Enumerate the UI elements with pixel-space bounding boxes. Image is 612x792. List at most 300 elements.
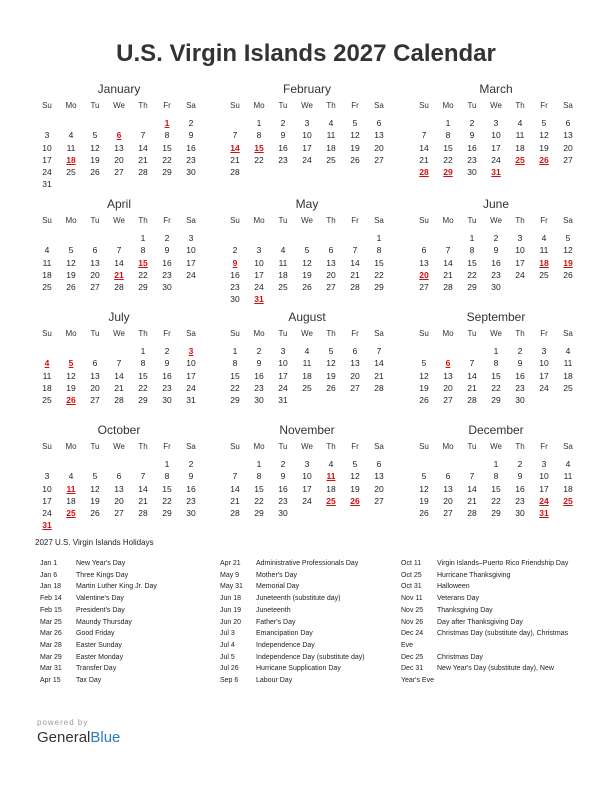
empty-cell	[460, 458, 484, 470]
holiday-name: Veterans Day	[437, 595, 480, 603]
holiday-date: Jun 20	[220, 618, 242, 626]
holiday-day: 25	[563, 495, 573, 506]
day-cell: 11	[42, 370, 52, 381]
day-cell: 6	[445, 471, 451, 482]
day-cell: 16	[230, 269, 240, 280]
weekday-header	[223, 98, 391, 114]
day-cell: 12	[419, 483, 429, 494]
day-cell: 24	[515, 269, 525, 280]
holiday-column	[40, 558, 215, 687]
holiday-day: 11	[326, 471, 336, 482]
day-cell: 28	[230, 508, 240, 519]
day-cell: 18	[563, 370, 573, 381]
day-cell: 24	[302, 154, 312, 165]
holiday-date: Jan 1	[40, 560, 58, 567]
day-cell: 9	[164, 358, 170, 369]
weekday-label: Sa	[563, 216, 573, 225]
day-cell: 11	[302, 358, 312, 369]
weekday-label: We	[301, 101, 313, 110]
day-cell: 2	[493, 233, 499, 243]
weekday-label: Tu	[278, 442, 288, 451]
day-cell: 26	[302, 282, 312, 293]
day-cell: 1	[140, 346, 146, 356]
day-cell: 26	[563, 269, 573, 280]
weekday-label: Fr	[351, 216, 359, 225]
day-cell: 9	[280, 471, 286, 482]
day-cell: 22	[138, 382, 148, 393]
holiday-item	[220, 652, 395, 664]
day-cell: 18	[66, 495, 76, 506]
day-cell: 8	[232, 358, 238, 369]
day-cell: 27	[443, 508, 453, 519]
empty-cell	[59, 232, 83, 244]
holiday-item	[220, 640, 395, 652]
weekday-label: Th	[515, 329, 525, 338]
day-cell: 17	[186, 257, 196, 268]
day-cell: 23	[230, 282, 240, 293]
empty-cell	[412, 458, 436, 470]
day-cell: 9	[280, 130, 286, 141]
day-grid	[223, 117, 391, 178]
day-cell: 14	[138, 483, 148, 494]
month-march	[412, 80, 580, 178]
day-cell: 10	[539, 358, 549, 369]
weekday-label: Th	[326, 329, 336, 338]
day-cell: 27	[374, 154, 384, 165]
weekday-label: Mo	[65, 329, 77, 338]
holiday-name: Father's Day	[256, 618, 296, 626]
weekday-label: Th	[138, 442, 148, 451]
day-cell: 15	[230, 370, 240, 381]
day-cell: 25	[539, 269, 549, 280]
weekday-label: Fr	[351, 101, 359, 110]
weekday-header	[35, 213, 203, 229]
holiday-date: Jan 18	[40, 583, 62, 591]
holiday-date: Oct 25	[401, 571, 422, 579]
weekday-label: We	[301, 442, 313, 451]
weekday-header	[412, 439, 580, 455]
weekday-label: Mo	[442, 442, 454, 451]
day-cell: 7	[116, 245, 122, 256]
weekday-label: Tu	[467, 216, 477, 225]
day-cell: 8	[140, 358, 146, 369]
day-cell: 11	[563, 358, 573, 369]
day-cell: 22	[230, 382, 240, 393]
day-cell: 7	[140, 471, 146, 482]
weekday-label: Mo	[253, 101, 265, 110]
month-november	[223, 421, 391, 519]
day-cell: 30	[515, 508, 525, 519]
holiday-item	[40, 663, 215, 675]
day-cell: 4	[328, 118, 334, 128]
holiday-item	[40, 605, 215, 617]
day-cell: 21	[138, 154, 148, 165]
day-cell: 7	[232, 130, 238, 141]
day-grid	[223, 232, 391, 306]
day-cell: 23	[278, 495, 288, 506]
holiday-name: Hurricane Supplication Day	[256, 665, 341, 673]
day-cell: 19	[90, 154, 100, 165]
month-january	[35, 80, 203, 191]
weekday-label: Fr	[351, 442, 359, 451]
day-cell: 24	[302, 495, 312, 506]
day-cell: 21	[230, 154, 240, 165]
day-cell: 3	[280, 346, 286, 356]
day-cell: 17	[254, 269, 264, 280]
day-cell: 18	[42, 382, 52, 393]
day-cell: 11	[563, 471, 573, 482]
day-cell: 16	[186, 483, 196, 494]
day-cell: 12	[90, 142, 100, 153]
weekday-label: Fr	[163, 216, 171, 225]
day-cell: 27	[90, 395, 100, 406]
empty-cell	[295, 232, 319, 244]
day-cell: 2	[517, 459, 523, 469]
day-cell: 30	[515, 395, 525, 406]
day-cell: 1	[493, 346, 499, 356]
day-cell: 27	[443, 395, 453, 406]
holiday-item	[40, 628, 215, 640]
weekday-label: Mo	[253, 329, 265, 338]
weekday-label: Mo	[65, 442, 77, 451]
weekday-label: Fr	[540, 442, 548, 451]
holiday-day: 4	[44, 358, 50, 369]
day-cell: 13	[563, 130, 573, 141]
day-cell: 29	[374, 282, 384, 293]
weekday-label: Sa	[374, 442, 384, 451]
day-cell: 1	[164, 459, 170, 469]
weekday-label: Sa	[374, 216, 384, 225]
day-cell: 18	[302, 370, 312, 381]
day-cell: 21	[230, 495, 240, 506]
day-cell: 15	[162, 483, 172, 494]
day-cell: 8	[469, 245, 475, 256]
day-cell: 5	[421, 358, 427, 369]
day-cell: 5	[92, 471, 98, 482]
day-cell: 14	[230, 483, 240, 494]
holiday-day: 25	[66, 508, 76, 519]
holiday-name: Three Kings Day	[76, 571, 129, 579]
day-grid	[223, 458, 391, 519]
holiday-item	[40, 570, 215, 582]
day-cell: 17	[186, 370, 196, 381]
empty-cell	[35, 232, 59, 244]
empty-cell	[35, 458, 59, 470]
day-cell: 5	[352, 118, 358, 128]
weekday-label: Su	[42, 216, 52, 225]
day-cell: 27	[374, 495, 384, 506]
weekday-label: Th	[326, 216, 336, 225]
day-cell: 8	[376, 245, 382, 256]
day-cell: 13	[443, 370, 453, 381]
day-cell: 13	[443, 483, 453, 494]
holiday-date: Mar 29	[40, 653, 62, 661]
day-cell: 2	[164, 233, 170, 243]
day-cell: 24	[42, 508, 52, 519]
day-cell: 19	[539, 142, 549, 153]
holiday-date: May 31	[220, 583, 243, 591]
holiday-name: New Year's Day (substitute day), New Year's Eve	[401, 665, 554, 685]
holiday-item	[401, 558, 573, 570]
day-cell: 12	[90, 483, 100, 494]
weekday-header	[412, 98, 580, 114]
day-cell: 11	[278, 257, 288, 268]
weekday-label: Th	[138, 216, 148, 225]
day-cell: 26	[90, 167, 100, 178]
month-may	[223, 195, 391, 306]
day-cell: 22	[443, 154, 453, 165]
day-grid	[35, 232, 203, 293]
day-cell: 4	[68, 471, 74, 482]
holiday-name: Maundy Thursday	[76, 618, 132, 626]
day-cell: 2	[188, 118, 194, 128]
empty-cell	[436, 458, 460, 470]
holiday-day: 26	[350, 495, 360, 506]
day-cell: 20	[326, 269, 336, 280]
day-cell: 1	[140, 233, 146, 243]
empty-cell	[247, 232, 271, 244]
day-cell: 9	[256, 358, 262, 369]
holiday-day: 29	[443, 167, 453, 178]
holiday-date: Jul 26	[220, 665, 239, 673]
weekday-label: Tu	[278, 216, 288, 225]
holiday-item	[40, 640, 215, 652]
day-cell: 29	[230, 395, 240, 406]
day-cell: 10	[254, 257, 264, 268]
holiday-date: Feb 15	[40, 606, 62, 614]
day-cell: 16	[467, 142, 477, 153]
day-cell: 15	[491, 483, 501, 494]
empty-cell	[271, 232, 295, 244]
holiday-item	[40, 652, 215, 664]
day-cell: 29	[162, 167, 172, 178]
holiday-name: Easter Sunday	[76, 641, 122, 649]
weekday-label: Tu	[467, 101, 477, 110]
day-cell: 12	[539, 130, 549, 141]
day-cell: 7	[116, 358, 122, 369]
day-cell: 10	[491, 130, 501, 141]
holiday-item	[401, 652, 573, 664]
weekday-label: Su	[230, 442, 240, 451]
day-cell: 11	[326, 130, 336, 141]
day-cell: 25	[302, 382, 312, 393]
day-cell: 5	[68, 245, 74, 256]
weekday-label: Mo	[442, 101, 454, 110]
day-cell: 21	[350, 269, 360, 280]
day-cell: 23	[467, 154, 477, 165]
day-cell: 4	[68, 130, 74, 141]
day-cell: 20	[374, 483, 384, 494]
day-cell: 20	[90, 269, 100, 280]
empty-cell	[83, 117, 107, 129]
empty-cell	[107, 232, 131, 244]
day-cell: 1	[376, 233, 382, 243]
holiday-day: 3	[188, 346, 194, 356]
holiday-name: Easter Monday	[76, 653, 124, 661]
day-cell: 10	[515, 245, 525, 256]
generalblue-logo[interactable]: GeneralBlue	[37, 729, 121, 746]
weekday-header	[223, 326, 391, 342]
month-name: March	[479, 82, 513, 96]
month-name: April	[106, 197, 131, 211]
weekday-label: We	[301, 329, 313, 338]
empty-cell	[83, 232, 107, 244]
holiday-item	[40, 593, 215, 605]
day-cell: 9	[469, 130, 475, 141]
day-cell: 28	[350, 282, 360, 293]
day-cell: 3	[256, 245, 262, 256]
day-cell: 25	[42, 282, 52, 293]
day-cell: 18	[278, 269, 288, 280]
weekday-label: Tu	[467, 329, 477, 338]
weekday-label: Mo	[253, 216, 265, 225]
empty-cell	[131, 458, 155, 470]
holiday-item	[401, 663, 573, 686]
holiday-item	[401, 617, 573, 629]
holiday-date: Apr 15	[40, 677, 61, 685]
holiday-name: New Year's Day	[76, 560, 126, 567]
day-cell: 9	[517, 358, 523, 369]
day-cell: 10	[42, 142, 52, 153]
month-name: February	[282, 82, 332, 96]
day-cell: 8	[493, 471, 499, 482]
month-name: September	[466, 310, 526, 324]
holiday-day: 14	[230, 142, 240, 153]
day-cell: 17	[278, 370, 288, 381]
holiday-date: Feb 14	[40, 595, 62, 603]
holiday-date: Jul 4	[220, 641, 235, 649]
day-cell: 6	[92, 245, 98, 256]
day-cell: 4	[517, 118, 523, 128]
day-cell: 3	[188, 233, 194, 243]
day-cell: 19	[350, 142, 360, 153]
holiday-item	[220, 593, 395, 605]
day-cell: 27	[114, 508, 124, 519]
weekday-label: Su	[42, 442, 52, 451]
holiday-day: 31	[539, 508, 549, 519]
empty-cell	[412, 117, 436, 129]
powered-by-text: powered by	[37, 718, 89, 727]
day-cell: 13	[90, 370, 100, 381]
day-cell: 19	[350, 483, 360, 494]
weekday-label: Sa	[186, 442, 196, 451]
day-cell: 9	[164, 245, 170, 256]
holidays-title: 2027 U.S. Virgin Islands Holidays	[35, 538, 154, 547]
day-cell: 27	[114, 167, 124, 178]
empty-cell	[436, 232, 460, 244]
day-cell: 19	[66, 269, 76, 280]
day-cell: 5	[541, 118, 547, 128]
day-cell: 9	[188, 130, 194, 141]
weekday-label: Tu	[90, 329, 100, 338]
weekday-label: Su	[419, 442, 429, 451]
day-cell: 9	[493, 245, 499, 256]
calendar-grid	[35, 80, 580, 540]
holiday-day: 9	[232, 257, 238, 268]
day-cell: 23	[515, 382, 525, 393]
day-cell: 1	[493, 459, 499, 469]
day-cell: 22	[254, 495, 264, 506]
day-cell: 23	[186, 495, 196, 506]
empty-cell	[107, 117, 131, 129]
page-title: U.S. Virgin Islands 2027 Calendar	[116, 40, 496, 67]
day-cell: 20	[90, 382, 100, 393]
day-cell: 23	[491, 269, 501, 280]
day-cell: 4	[44, 245, 50, 256]
weekday-label: Tu	[278, 329, 288, 338]
weekday-label: Su	[419, 216, 429, 225]
day-cell: 7	[352, 245, 358, 256]
holiday-date: Apr 21	[220, 560, 241, 567]
holiday-date: Dec 31	[401, 665, 424, 673]
day-grid	[223, 345, 391, 406]
holiday-date: Oct 11	[401, 560, 422, 567]
weekday-label: We	[113, 216, 125, 225]
day-cell: 28	[374, 382, 384, 393]
day-cell: 8	[493, 358, 499, 369]
day-cell: 22	[491, 382, 501, 393]
day-cell: 24	[254, 282, 264, 293]
holiday-date: Dec 24	[401, 630, 424, 638]
weekday-label: Sa	[374, 101, 384, 110]
empty-cell	[59, 458, 83, 470]
day-cell: 14	[467, 483, 477, 494]
empty-cell	[83, 345, 107, 357]
month-name: May	[295, 197, 319, 211]
day-cell: 3	[304, 118, 310, 128]
day-cell: 19	[419, 495, 429, 506]
weekday-label: Tu	[90, 101, 100, 110]
day-cell: 31	[42, 179, 52, 190]
weekday-header	[412, 326, 580, 342]
day-cell: 12	[326, 358, 336, 369]
weekday-label: Sa	[563, 442, 573, 451]
day-cell: 7	[421, 130, 427, 141]
weekday-label: Su	[230, 329, 240, 338]
weekday-label: Su	[230, 101, 240, 110]
day-cell: 16	[162, 370, 172, 381]
day-cell: 30	[186, 508, 196, 519]
holiday-name: Christmas Day	[437, 653, 483, 661]
day-cell: 6	[92, 358, 98, 369]
weekday-label: We	[113, 329, 125, 338]
day-cell: 29	[138, 395, 148, 406]
holiday-date: May 9	[220, 571, 240, 579]
day-cell: 19	[326, 370, 336, 381]
holiday-day: 19	[563, 257, 573, 268]
day-cell: 8	[445, 130, 451, 141]
day-cell: 24	[278, 382, 288, 393]
day-cell: 3	[44, 130, 50, 141]
day-cell: 15	[467, 257, 477, 268]
day-cell: 22	[491, 495, 501, 506]
day-cell: 2	[232, 245, 238, 256]
day-cell: 15	[138, 370, 148, 381]
day-cell: 26	[90, 508, 100, 519]
day-cell: 22	[374, 269, 384, 280]
weekday-label: Fr	[163, 442, 171, 451]
holiday-name: Virgin Islands–Puerto Rico Friendship Day	[437, 560, 569, 567]
day-cell: 14	[443, 257, 453, 268]
day-cell: 7	[140, 130, 146, 141]
day-cell: 31	[186, 395, 196, 406]
day-grid	[412, 345, 580, 406]
day-cell: 11	[539, 245, 549, 256]
weekday-label: Fr	[540, 329, 548, 338]
empty-cell	[35, 117, 59, 129]
day-cell: 2	[188, 459, 194, 469]
day-cell: 16	[278, 483, 288, 494]
